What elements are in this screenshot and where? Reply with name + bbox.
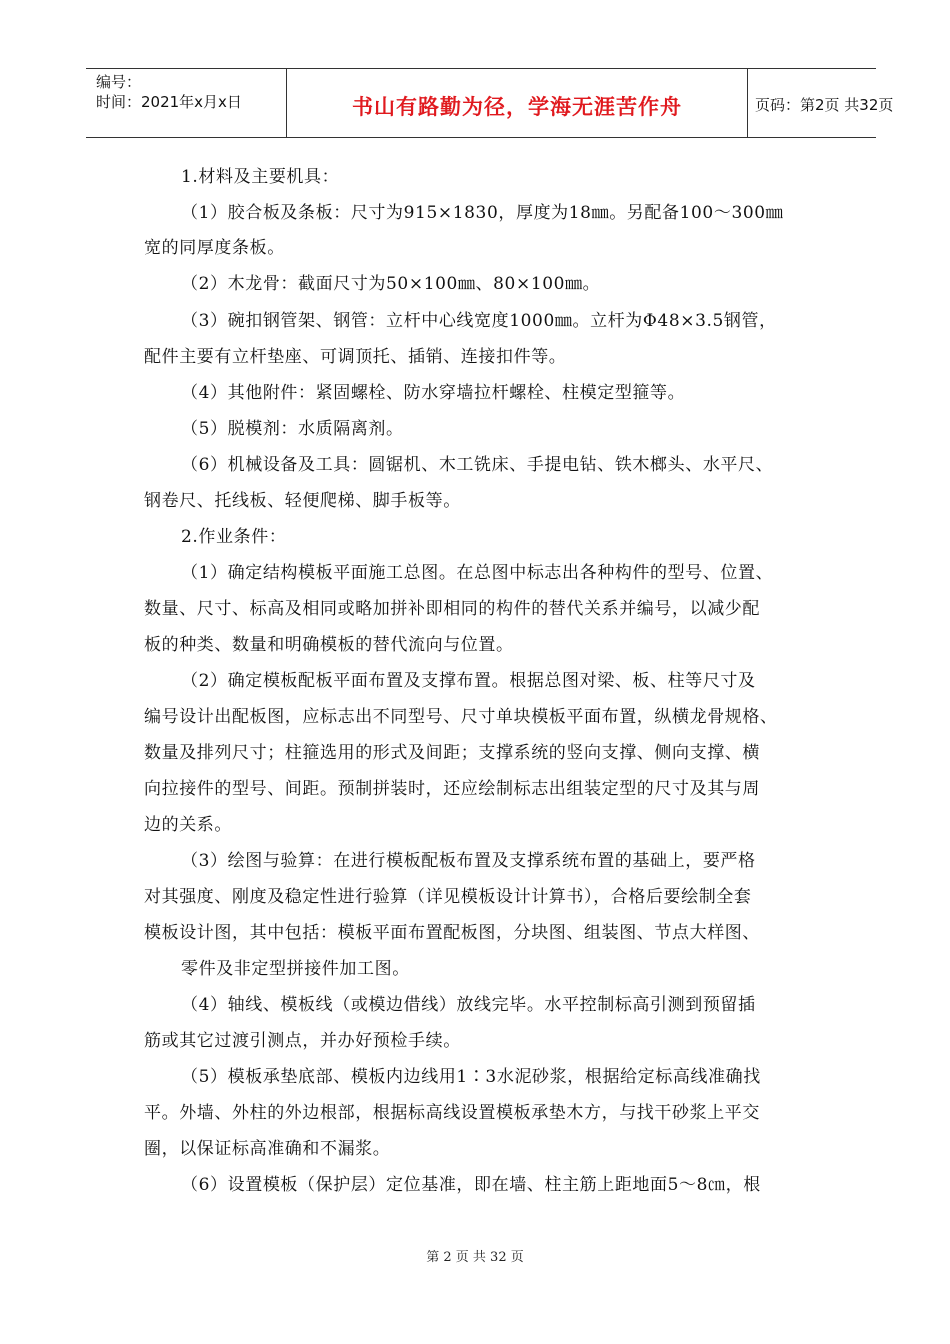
section-heading-conditions: 2.作业条件： [181,527,287,547]
paragraph-line: 向拉接件的型号、间距。预制拼装时，还应绘制标志出组装定型的尺寸及其与周 [144,779,760,799]
paragraph-line: （3）绘图与验算：在进行模板配板布置及支撑系统布置的基础上，要严格 [181,851,756,871]
page-header [86,68,894,138]
document-date-label: 时间：2021年x月x日 [96,93,242,111]
paragraph-line: （6）设置模板（保护层）定位基准，即在墙、柱主筋上距地面5～8㎝，根 [181,1175,761,1195]
paragraph-line: 模板设计图，其中包括：模板平面布置配板图，分块图、组装图、节点大样图、 [144,923,760,943]
paragraph-line: 数量、尺寸、标高及相同或略加拼补即相同的构件的替代关系并编号，以减少配 [144,599,760,619]
header-motto: 书山有路勤为径，学海无涯苦作舟 [352,95,682,119]
header-page-number: 页码：第2页 共32页 [755,96,894,114]
paragraph-line: （1）确定结构模板平面施工总图。在总图中标志出各种构件的型号、位置、 [181,563,774,583]
paragraph-line: 编号设计出配板图，应标志出不同型号、尺寸单块模板平面布置，纵横龙骨规格、 [144,707,778,727]
paragraph-line: 钢卷尺、托线板、轻便爬梯、脚手板等。 [144,491,461,511]
section-heading-materials: 1.材料及主要机具： [181,167,340,187]
paragraph-line: 对其强度、刚度及稳定性进行验算（详见模板设计计算书），合格后要绘制全套 [144,887,752,907]
paragraph-line: 零件及非定型拼接件加工图。 [181,959,410,979]
paragraph-line: （4）轴线、模板线（或模边借线）放线完毕。水平控制标高引测到预留插 [181,995,756,1015]
paragraph-line: （5）模板承垫底部、模板内边线用1∶3水泥砂浆，根据给定标高线准确找 [181,1067,761,1087]
paragraph-line: 筋或其它过渡引测点，并办好预检手续。 [144,1031,461,1051]
paragraph-line: 平。外墙、外柱的外边根部，根据标高线设置模板承垫木方，与找干砂浆上平交 [144,1103,760,1123]
paragraph-line: 配件主要有立杆垫座、可调顶托、插销、连接扣件等。 [144,347,567,367]
header-page-cell [747,69,894,137]
paragraph-line: （2）确定模板配板平面布置及支撑布置。根据总图对梁、板、柱等尺寸及 [181,671,756,691]
paragraph-line: 圈，以保证标高准确和不漏浆。 [144,1139,391,1159]
document-number-label: 编号： [96,73,142,91]
paragraph-line: （1）胶合板及条板：尺寸为915×1830，厚度为18㎜。另配备100～300㎜ [181,203,784,223]
page-footer: 第 2 页 共 32 页 [426,1250,524,1265]
header-info-cell [86,69,286,137]
paragraph-line: 数量及排列尺寸；柱箍选用的形式及间距；支撑系统的竖向支撑、侧向支撑、横 [144,743,760,763]
paragraph-line: 边的关系。 [144,815,232,835]
paragraph-line: （2）木龙骨：截面尺寸为50×100㎜、80×100㎜。 [181,274,601,294]
paragraph-line: （3）碗扣钢管架、钢管：立杆中心线宽度1000㎜。立杆为Φ48×3.5钢管， [181,311,777,331]
paragraph-line: （4）其他附件：紧固螺栓、防水穿墙拉杆螺栓、柱模定型箍等。 [181,383,686,403]
paragraph-line: （5）脱模剂：水质隔离剂。 [181,419,404,439]
paragraph-line: 板的种类、数量和明确模板的替代流向与位置。 [144,635,514,655]
header-motto-cell [286,69,748,137]
paragraph-line: （6）机械设备及工具：圆锯机、木工铣床、手提电钻、铁木榔头、水平尺、 [181,455,774,475]
paragraph-line: 宽的同厚度条板。 [144,238,285,258]
